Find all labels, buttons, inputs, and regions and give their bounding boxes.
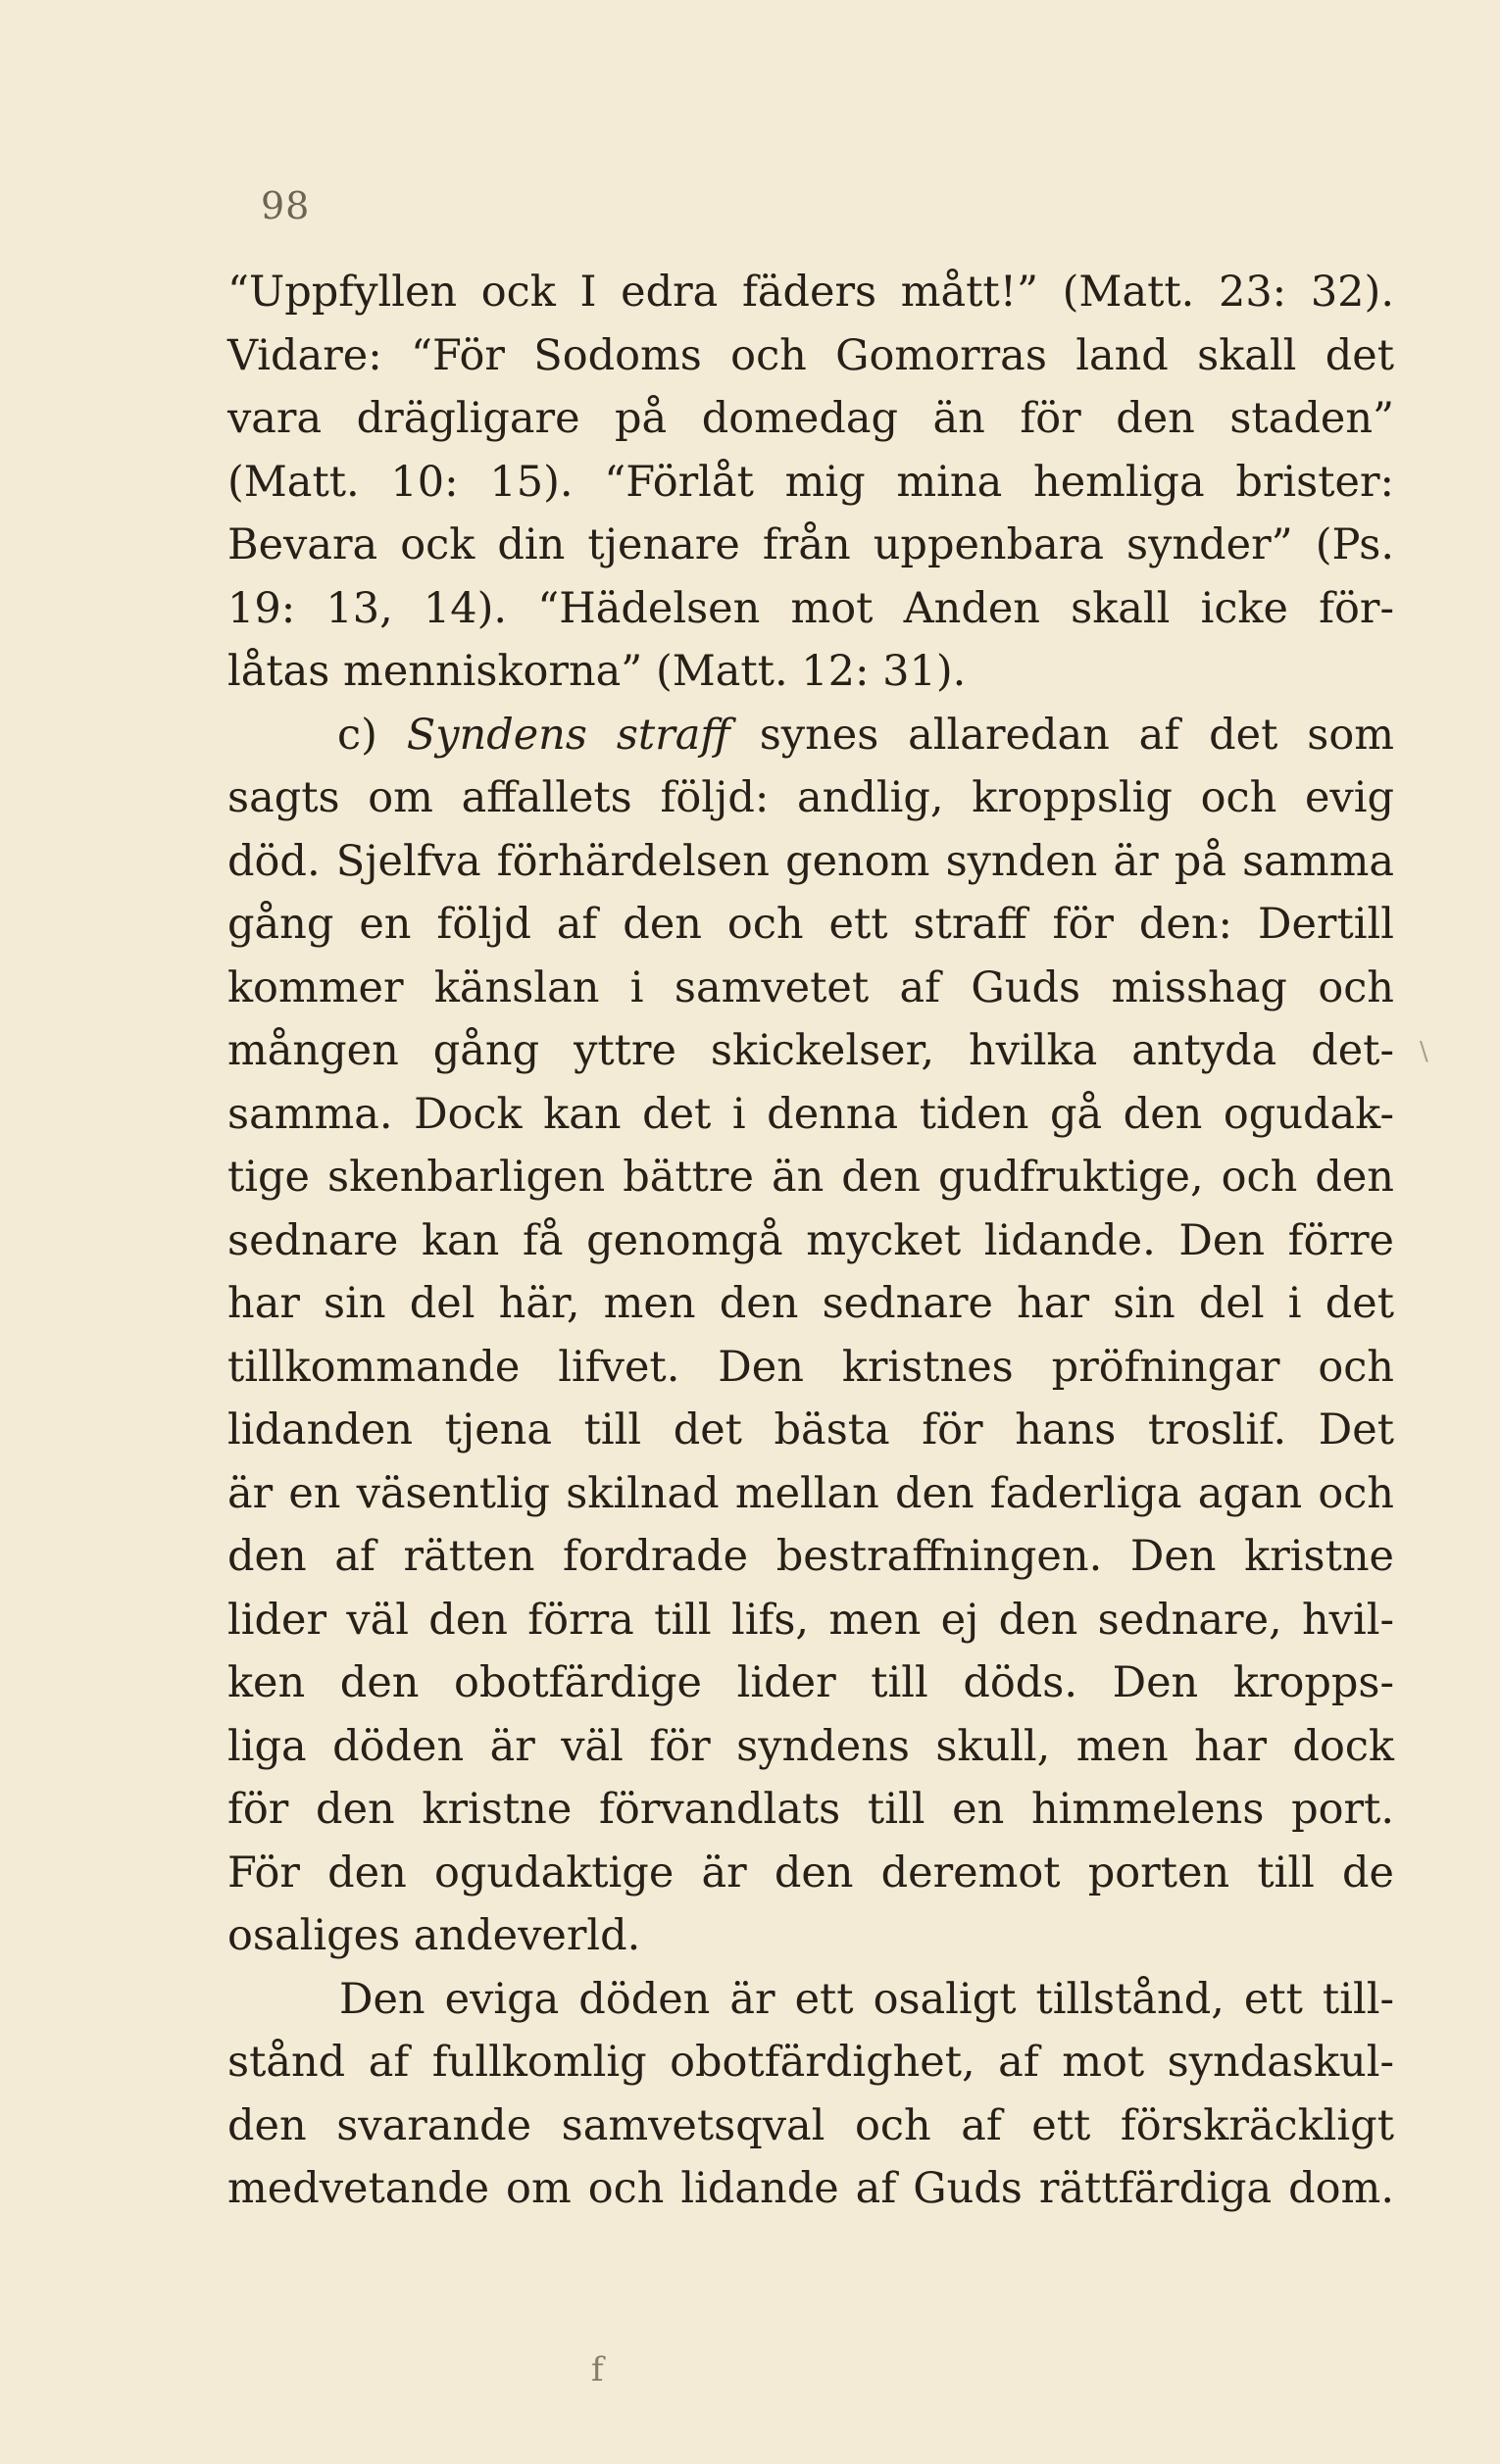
section-prefix: c)	[337, 710, 407, 760]
text-line: 19: 13, 14). “Hädelsen mot Anden skall icke för-	[227, 583, 1394, 633]
text-line: kommer känslan i samvetet af Guds misshag och	[227, 962, 1394, 1012]
text-line: För den ogudaktige är den deremot porten till de	[227, 1848, 1394, 1897]
text-line: liga döden är väl för syndens skull, men har dock	[227, 1721, 1394, 1771]
text-line: Den eviga döden är ett osaligt tillstånd, ett till-	[339, 1974, 1394, 2024]
section-heading-rest: synes allaredan af det som	[729, 710, 1394, 760]
text-line: (Matt. 10: 15). “Förlåt mig mina hemliga brister:	[227, 457, 1394, 507]
text-line: den svarande samvetsqval och af ett förskräckligt	[227, 2100, 1394, 2150]
text-line: stånd af fullkomlig obotfärdighet, af mot syndaskul-	[227, 2038, 1394, 2087]
body-text	[227, 261, 1394, 2221]
margin-mark: \	[1420, 1037, 1428, 1066]
text-line: lidanden tjena till det bästa för hans troslif. Det	[227, 1405, 1394, 1454]
text-line: död. Sjelfva förhärdelsen genom synden är på samma	[227, 836, 1394, 886]
section-title: Syndens straff	[406, 710, 730, 760]
text-line: lider väl den förra till lifs, men ej den sednare, hvil-	[227, 1595, 1394, 1645]
text-line: sagts om affallets följd: andlig, kroppslig och evig	[227, 773, 1394, 822]
section-heading-line	[227, 704, 1394, 767]
text-line: “Uppfyllen ock I edra fäders mått!” (Matt. 23: 32).	[227, 268, 1394, 317]
text-line: för den kristne förvandlats till en himmelens port.	[227, 1785, 1394, 1834]
text-line: är en väsentlig skilnad mellan den faderliga agan och	[227, 1468, 1394, 1518]
text-line: ken den obotfärdige lider till döds. Den kropps-	[227, 1658, 1394, 1707]
text-line: sednare kan få genomgå mycket lidande. Den förre	[227, 1215, 1394, 1265]
text-line: tige skenbarligen bättre än den gudfruktige, och den	[227, 1153, 1394, 1202]
page-number: 98	[261, 184, 311, 227]
text-line: låtas menniskorna” (Matt. 12: 31).	[227, 647, 967, 696]
text-line: tillkommande lifvet. Den kristnes pröfningar och	[227, 1342, 1394, 1392]
text-line: vara drägligare på domedag än för den staden”	[227, 394, 1394, 443]
text-line: gång en följd af den och ett straff för den: Dertill	[227, 900, 1394, 949]
text-line: Bevara ock din tjenare från uppenbara synder” (Ps.	[227, 520, 1394, 569]
text-line: samma. Dock kan det i denna tiden gå den ogudak-	[227, 1089, 1394, 1139]
stray-ink-mark: f	[591, 2350, 604, 2390]
text-line: den af rätten fordrade bestraffningen. Den kristne	[227, 1532, 1394, 1581]
text-line: Vidare: “För Sodoms och Gomorras land skall det	[227, 330, 1394, 380]
text-line: medvetande om och lidande af Guds rättfärdiga dom.	[227, 2164, 1394, 2213]
text-line: mången gång yttre skickelser, hvilka antyda det-	[227, 1026, 1394, 1075]
text-line: osaliges andeverld.	[227, 1911, 641, 1960]
text-line: har sin del här, men den sednare har sin del i det	[227, 1279, 1394, 1328]
